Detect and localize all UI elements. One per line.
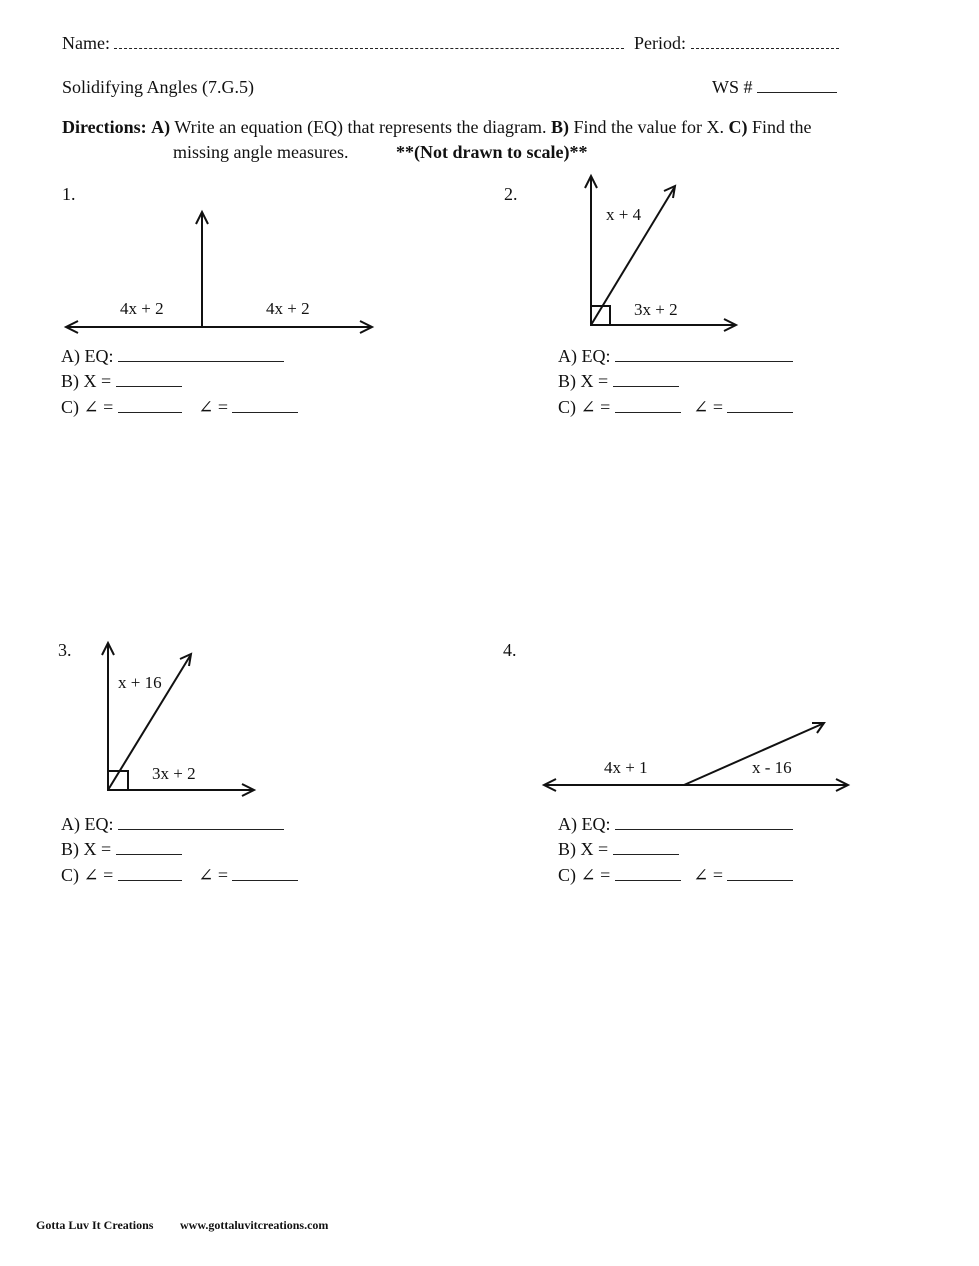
directions-c-text: Find the [751, 117, 812, 137]
diagram-3-lower-angle-label: 3x + 2 [152, 764, 196, 783]
angle-2-label: ∠ = [198, 397, 228, 417]
diagram-1-right-angle-label: 4x + 2 [266, 299, 310, 318]
name-label: Name: [62, 33, 110, 53]
directions-b-text: Find the value for X. [573, 117, 724, 137]
problem-1-eq-blank[interactable] [118, 347, 284, 362]
problem-3-angle-1-blank[interactable] [118, 866, 182, 881]
directions-b-marker: B) [550, 117, 569, 137]
directions-a-text: Write an equation (EQ) that represents the diagram. [174, 117, 547, 137]
problem-2-angle-2-blank[interactable] [727, 398, 793, 413]
problem-1-number: 1. [62, 184, 76, 204]
problem-2-x-blank[interactable] [613, 372, 679, 387]
diagram-4-right-angle-label: x - 16 [752, 758, 792, 777]
problem-3-number: 3. [58, 640, 72, 660]
diagram-1-left-angle-label: 4x + 2 [120, 299, 164, 318]
angle-label: C) ∠ = [558, 397, 611, 417]
x-label: B) X = [61, 839, 112, 859]
diagram-2-lower-angle-label: 3x + 2 [634, 300, 678, 319]
problem-2-eq-blank[interactable] [615, 347, 793, 362]
footer-brand: Gotta Luv It Creations [36, 1218, 154, 1232]
problem-2-angle-row [558, 397, 793, 418]
diagram-3-upper-angle-label: x + 16 [118, 673, 162, 692]
problem-3-x-row [61, 839, 182, 860]
problem-3-angle-2-blank[interactable] [232, 866, 298, 881]
eq-label: A) EQ: [61, 814, 114, 834]
directions-a-marker: A) [151, 117, 171, 137]
scale-note: **(Not drawn to scale)** [396, 142, 588, 162]
eq-label: A) EQ: [558, 814, 611, 834]
angle-label: C) ∠ = [558, 865, 611, 885]
angle-label: C) ∠ = [61, 397, 114, 417]
problem-4-number: 4. [503, 640, 517, 660]
x-label: B) X = [61, 371, 112, 391]
angle-2-label: ∠ = [198, 865, 228, 885]
x-label: B) X = [558, 839, 609, 859]
directions-c-marker: C) [728, 117, 748, 137]
directions-line-2: missing angle measures. [173, 142, 349, 162]
angle-2-label: ∠ = [693, 397, 723, 417]
angle-2-label: ∠ = [693, 865, 723, 885]
eq-label: A) EQ: [61, 346, 114, 366]
problem-3-x-blank[interactable] [116, 840, 182, 855]
period-label: Period: [634, 33, 686, 53]
problem-4-x-blank[interactable] [613, 840, 679, 855]
problem-1-angle-1-blank[interactable] [118, 398, 182, 413]
problem-4-angle-row [558, 865, 793, 886]
problem-4-angle-1-blank[interactable] [615, 866, 681, 881]
problem-1-eq-row [61, 346, 284, 367]
problem-3-eq-blank[interactable] [118, 815, 284, 830]
problem-1-angle-2-blank[interactable] [232, 398, 298, 413]
problem-4-eq-row [558, 814, 793, 835]
x-label: B) X = [558, 371, 609, 391]
problem-2-angle-1-blank[interactable] [615, 398, 681, 413]
problem-2-number: 2. [504, 184, 518, 204]
problem-3-eq-row [61, 814, 284, 835]
problem-4-angle-2-blank[interactable] [727, 866, 793, 881]
problem-1-x-blank[interactable] [116, 372, 182, 387]
footer-url[interactable]: www.gottaluvitcreations.com [180, 1218, 329, 1232]
problem-3-angle-row [61, 865, 298, 886]
diagram-2-upper-angle-label: x + 4 [606, 205, 642, 224]
eq-label: A) EQ: [558, 346, 611, 366]
diagram-4-left-angle-label: 4x + 1 [604, 758, 648, 777]
problem-2-eq-row [558, 346, 793, 367]
ws-label: WS # [712, 77, 753, 97]
worksheet-title: Solidifying Angles (7.G.5) [62, 77, 254, 97]
problem-1-x-row [61, 371, 182, 392]
problem-4-eq-blank[interactable] [615, 815, 793, 830]
problem-1-angle-row [61, 397, 298, 418]
directions-label: Directions: [62, 117, 147, 137]
angle-label: C) ∠ = [61, 865, 114, 885]
problem-2-x-row [558, 371, 679, 392]
problem-4-x-row [558, 839, 679, 860]
